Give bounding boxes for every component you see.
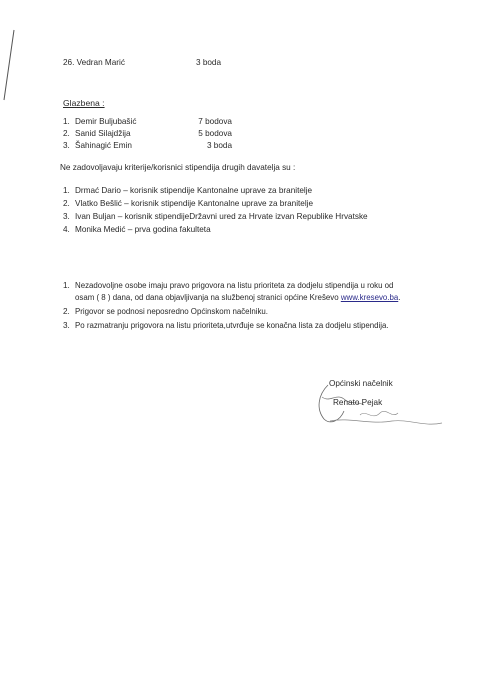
scan-edge-line <box>0 0 20 110</box>
signature-name: Renato Pejak <box>333 398 383 407</box>
list-item-text: Ivan Buljan – korisnik stipendijeDržavni ured za Hrvate izvan Republike Hrvatske <box>75 212 368 221</box>
list-item-number: 1. <box>63 186 70 195</box>
list-item-number: 3. <box>63 212 70 221</box>
kresevo-link[interactable]: www.kresevo.ba <box>340 293 399 302</box>
note-number: 2. <box>63 307 70 316</box>
list-item-name: Demir Buljubašić <box>75 117 137 126</box>
list-item-number: 2. <box>63 199 70 208</box>
note-1-line-2: osam ( 8 ) dana, od dana objavljivanja na službenoj stranici općine Kreševo www.kresevo.ba. <box>75 293 401 302</box>
list-item-number: 2. <box>63 129 70 138</box>
note-1-line-1: Nezadovoljne osobe imaju pravo prigovora na listu prioriteta za dodjelu stipendija u roku od <box>75 281 394 290</box>
signature-title: Općinski načelnik <box>329 379 393 388</box>
list-item-points: 5 bodova <box>198 129 232 138</box>
list-item-text: Vlatko Bešlić – korisnik stipendije Kantonalne uprave za branitelje <box>75 199 314 208</box>
list-item-points: 3 boda <box>206 141 232 150</box>
note-number: 3. <box>63 321 70 330</box>
note-3-text: Po razmatranju prigovora na listu prioriteta,utvrđuje se konačna lista za dodjelu stipendija. <box>75 321 389 330</box>
list-item-number: 4. <box>63 225 70 234</box>
note-2-text: Prigovor se podnosi neposredno Općinskom načelniku. <box>75 307 268 316</box>
list-item-number: 1. <box>63 117 70 126</box>
entry-26-label: 26. Vedran Marić <box>63 58 125 67</box>
list-item-points: 7 bodova <box>198 117 232 126</box>
list-item-text: Drmać Dario – korisnik stipendije Kantonalne uprave za branitelje <box>75 186 313 195</box>
list-item-name: Šahinagić Emin <box>75 141 132 150</box>
note-number: 1. <box>63 281 70 290</box>
excluded-intro: Ne zadovoljavaju kriterije/korisnici stipendija drugih davatelja su : <box>60 163 296 172</box>
list-item-text: Monika Medić – prva godina fakulteta <box>75 225 211 234</box>
entry-26-points: 3 boda <box>196 58 222 67</box>
list-item-number: 3. <box>63 141 70 150</box>
list-item-name: Sanid Silajdžija <box>75 129 131 138</box>
music-heading: Glazbena : <box>63 98 105 108</box>
